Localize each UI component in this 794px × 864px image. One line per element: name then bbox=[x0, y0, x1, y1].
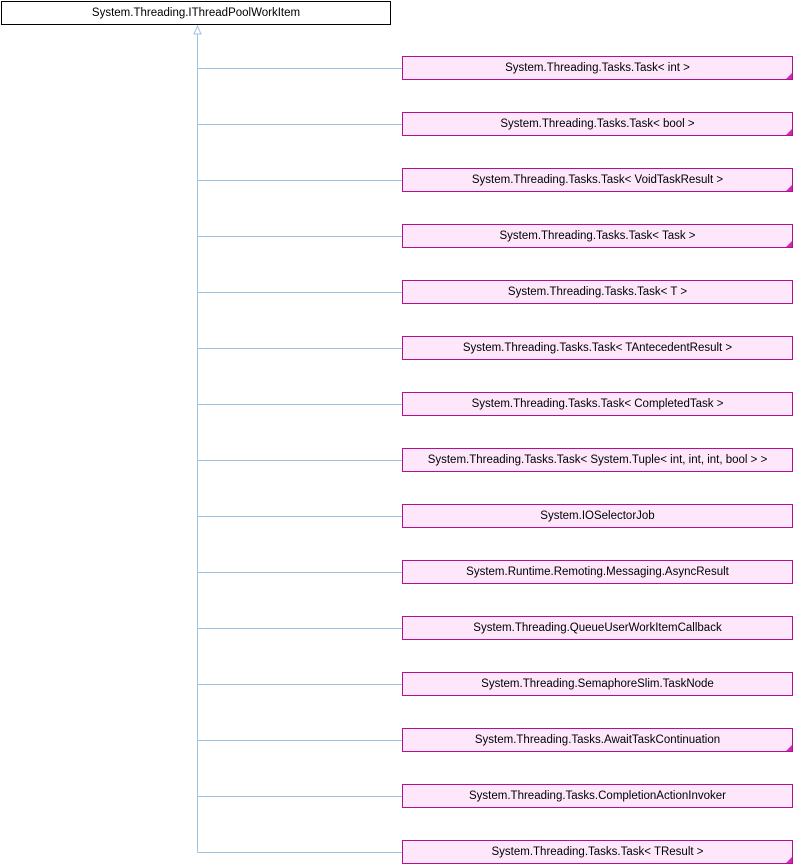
derived-class-label: System.Threading.Tasks.Task< TResult > bbox=[491, 846, 704, 858]
more-descendants-marker bbox=[786, 185, 792, 191]
derived-class-node[interactable] bbox=[402, 168, 793, 192]
more-descendants-marker bbox=[786, 857, 792, 863]
derived-class-label: System.Runtime.Remoting.Messaging.AsyncResult bbox=[466, 566, 729, 578]
more-descendants-marker bbox=[786, 745, 792, 751]
derived-class-label: System.Threading.Tasks.CompletionActionInvoker bbox=[469, 790, 726, 802]
derived-class-label: System.Threading.Tasks.Task< TAntecedentResult > bbox=[462, 342, 733, 354]
derived-class-label: System.Threading.SemaphoreSlim.TaskNode bbox=[481, 678, 714, 690]
derived-class-label: System.Threading.Tasks.Task< Task > bbox=[499, 230, 696, 242]
derived-class-node[interactable] bbox=[402, 504, 793, 528]
derived-class-node[interactable] bbox=[402, 840, 793, 864]
more-descendants-marker bbox=[786, 73, 792, 79]
inheritance-arrowhead bbox=[194, 26, 201, 34]
derived-class-label: System.Threading.Tasks.Task< T > bbox=[507, 286, 688, 298]
derived-class-node[interactable] bbox=[402, 728, 793, 752]
derived-class-node[interactable] bbox=[402, 616, 793, 640]
derived-class-node[interactable] bbox=[402, 112, 793, 136]
derived-class-label: System.Threading.Tasks.Task< VoidTaskResult > bbox=[471, 174, 724, 186]
derived-class-node[interactable] bbox=[402, 280, 793, 304]
derived-class-node[interactable] bbox=[402, 392, 793, 416]
derived-class-label: System.Threading.Tasks.AwaitTaskContinuation bbox=[474, 734, 721, 746]
more-descendants-marker bbox=[786, 241, 792, 247]
derived-class-label: System.Threading.QueueUserWorkItemCallback bbox=[473, 622, 722, 634]
derived-class-node[interactable] bbox=[402, 448, 793, 472]
derived-class-node[interactable] bbox=[402, 784, 793, 808]
base-class-label: System.Threading.IThreadPoolWorkItem bbox=[91, 7, 301, 19]
derived-class-node[interactable] bbox=[402, 672, 793, 696]
base-class-node[interactable] bbox=[1, 1, 391, 25]
derived-class-label: System.Threading.Tasks.Task< System.Tuple< int, int, int, bool > > bbox=[427, 454, 768, 466]
derived-class-node[interactable] bbox=[402, 336, 793, 360]
derived-class-label: System.Threading.Tasks.Task< CompletedTask > bbox=[471, 398, 724, 410]
derived-class-label: System.IOSelectorJob bbox=[540, 510, 655, 522]
derived-class-node[interactable] bbox=[402, 224, 793, 248]
derived-class-node[interactable] bbox=[402, 560, 793, 584]
more-descendants-marker bbox=[786, 129, 792, 135]
derived-class-node[interactable] bbox=[402, 56, 793, 80]
derived-class-label: System.Threading.Tasks.Task< int > bbox=[505, 62, 690, 74]
derived-class-label: System.Threading.Tasks.Task< bool > bbox=[500, 118, 695, 130]
